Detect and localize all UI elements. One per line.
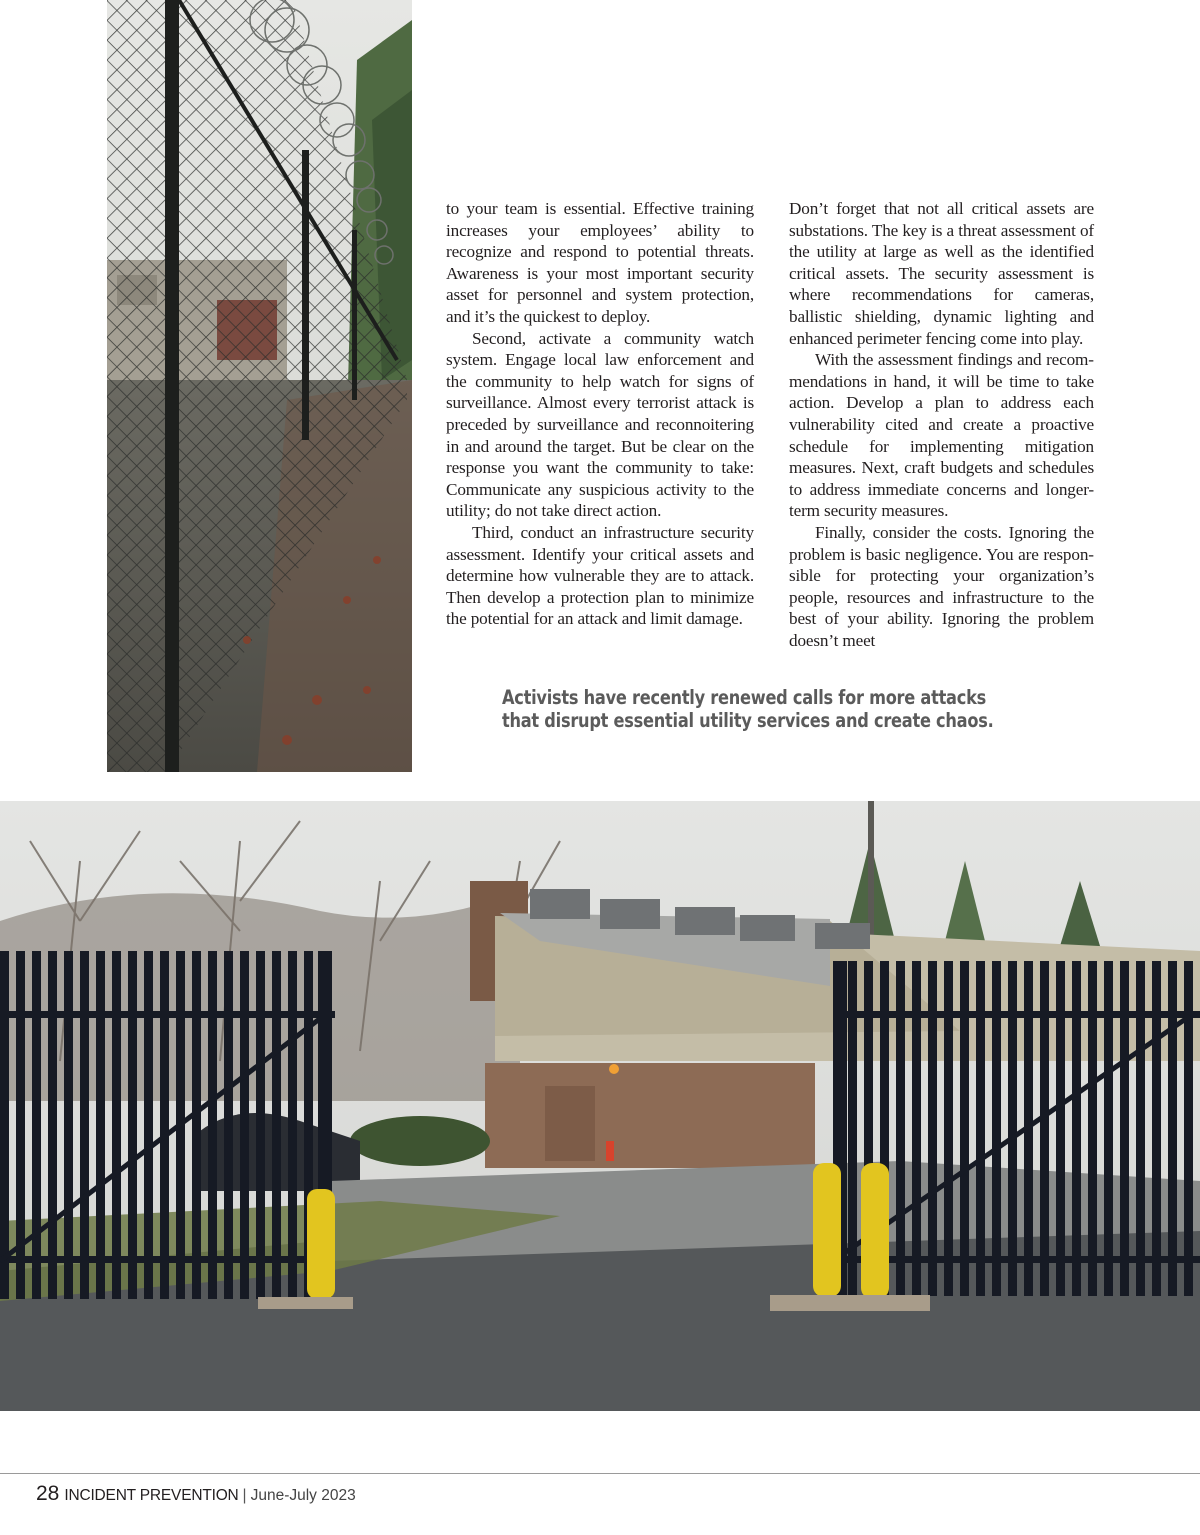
article-column-left	[446, 198, 754, 630]
paragraph: Don’t forget that not all critical assets are substations. The key is a threat assessment of the utility at large as well as the identified critical assets. The security assessment is where recommendations for cameras, ballistic shielding, dynamic lighting and enhanced perimeter fencing come into play.	[789, 199, 1094, 348]
publication-name: INCIDENT PREVENTION	[64, 1487, 239, 1504]
footer-separator: |	[242, 1487, 247, 1504]
page-number: 28	[36, 1482, 60, 1505]
article-column-right	[789, 198, 1094, 651]
paragraph: Third, conduct an infrastructure security assessment. Identify your critical assets and determine how vulnerable they are to attack. Then develop a protection plan to minimize the potential for an attack and limit damage.	[446, 522, 754, 629]
pull-quote-line: Activists have recently renewed calls for more attacks	[502, 686, 986, 709]
paragraph: to your team is essential. Effective training increases your employees’ ability to recognize and respond to potential threats. Awareness is your most important security asset for personnel and system protection, and it’s the quickest to deploy.	[446, 199, 754, 326]
fence-photo-top	[107, 0, 412, 772]
pull-quote	[502, 686, 1017, 732]
paragraph: Finally, consider the costs. Ignoring the problem is basic negligence. You are responsible for protecting your organization’s people, resources and infrastructure to the best of your ability. Ignoring the problem doesn’t meet	[789, 522, 1094, 650]
paragraph: Second, activate a community watch system. Engage local law enforcement and the community to help watch for signs of surveillance. Almost every terrorist attack is preceded by surveillance and reconnoitering in and around the target. But be clear on the response you want the community to take: Communicate any suspicious activity to the utility; do not take direct action.	[446, 328, 754, 521]
footer-divider	[0, 1473, 1200, 1474]
gate-photo-bottom	[0, 801, 1200, 1411]
issue-date: June-July 2023	[250, 1487, 356, 1504]
page-footer	[36, 1482, 356, 1508]
paragraph: With the assessment findings and recommendations in hand, it will be time to take action. Develop a plan to address each vulnerability cited and create a proactive schedule for implementing mitigation measures. Next, craft budgets and schedules to address immediate concerns and longer-term security measures.	[789, 350, 1094, 521]
pull-quote-line: that disrupt essential utility services and create chaos.	[502, 709, 994, 732]
